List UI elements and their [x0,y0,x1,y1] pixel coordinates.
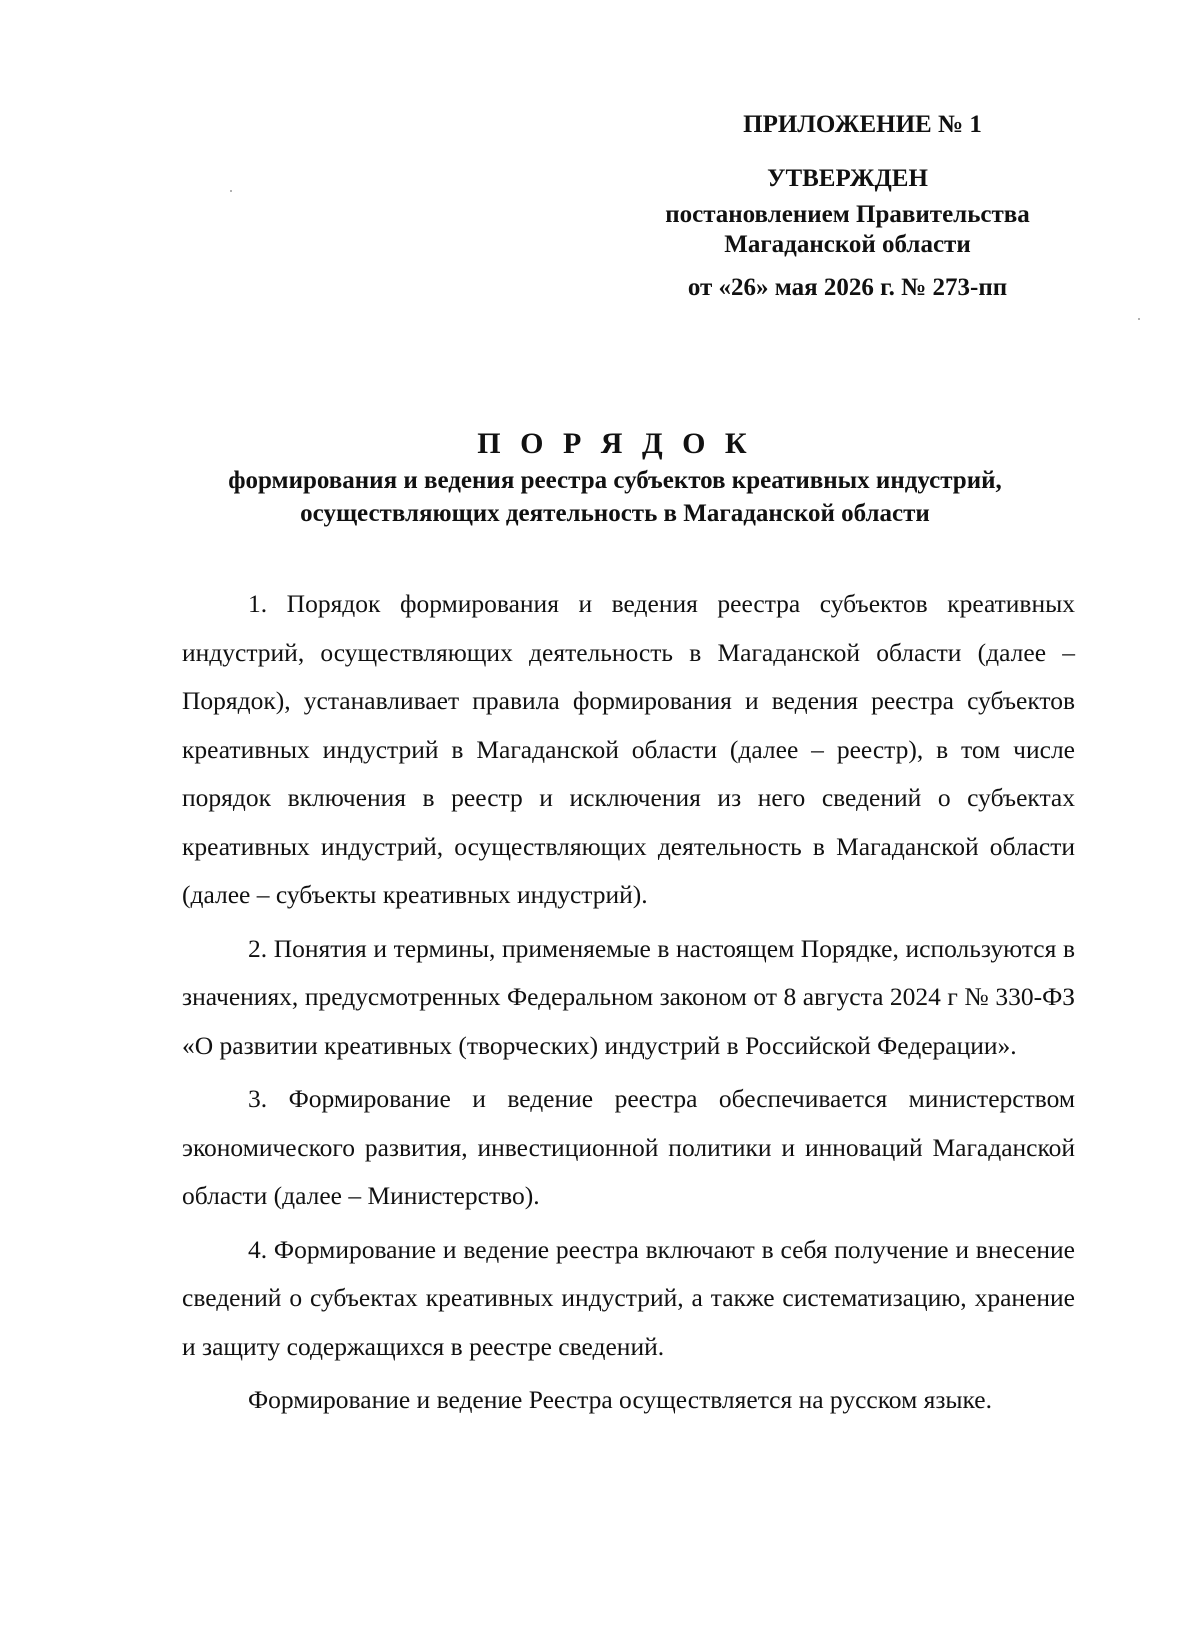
annex-number: ПРИЛОЖЕНИЕ № 1 [743,111,982,138]
paragraph-2: 2. Понятия и термины, применяемые в настоящем Порядке, используются в значениях, предусмотренных Федеральном законом от 8 августа 2024 г № 330-ФЗ «О развитии креативных (творческих) индустрий в Российской Федерации». [182,933,1075,1060]
document-body [182,580,1075,1425]
approved-label: УТВЕРЖДЕН [767,165,928,192]
paragraph-1: 1. Порядок формирования и ведения реестра субъектов креативных индустрий, осуществляющих деятельность в Магаданской области (далее – Порядок), устанавливает правила формирования и ведения реестра субъектов креативных индустрий в Магаданской области (далее – реестр), в том числе порядок включения в реестр и исключения из него сведений о субъектах креативных индустрий, осуществляющих деятельность в Магаданской области (далее – субъекты креативных индустрий). [182,589,1075,909]
paragraph-5: Формирование и ведение Реестра осуществляется на русском языке. [248,1385,992,1414]
resolution-reference: постановлением Правительства Магаданской области [665,201,1030,258]
scan-speck [230,190,232,192]
paragraph-4: 4. Формирование и ведение реестра включают в себя получение и внесение сведений о субъектах креативных индустрий, а также систематизацию, хранение и защиту содержащихся в реестре сведений. [182,1234,1075,1361]
scan-speck [1138,318,1140,320]
document-subtitle-line-2: осуществляющих деятельность в Магаданской области [300,500,930,527]
resolution-date-number: от «26» мая 2026 г. № 273-пп [687,274,1008,301]
paragraph-3: 3. Формирование и ведение реестра обеспечивается министерством экономического развития, инвестиционной политики и инноваций Магаданской области (далее – Министерство). [182,1084,1075,1210]
document-subtitle-line-1: формирования и ведения реестра субъектов креативных индустрий, [228,467,1002,494]
approval-stamp-block [600,110,1095,303]
document-title: П О Р Я Д О К [477,427,753,460]
document-title-block [150,425,1080,529]
